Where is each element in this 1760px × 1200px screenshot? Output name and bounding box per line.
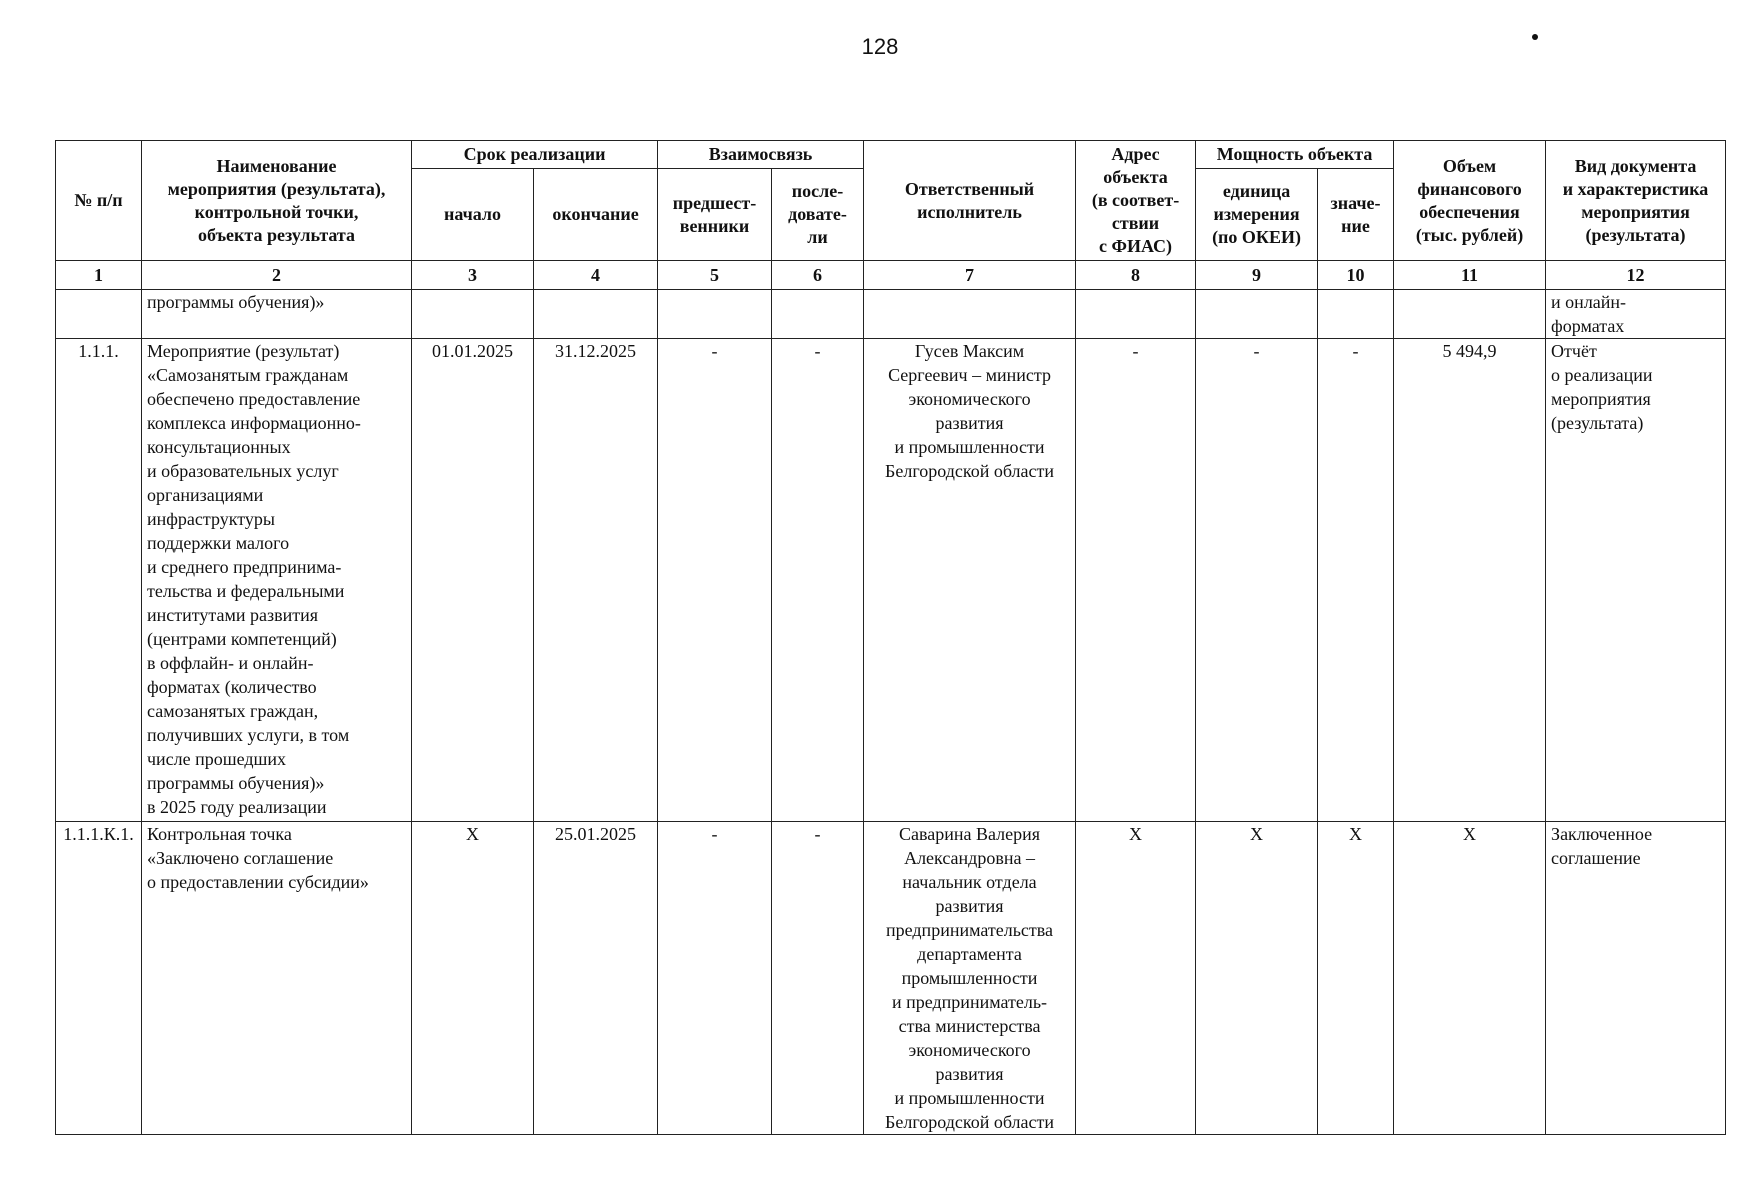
cell-start: X <box>412 822 534 1135</box>
header-value: значе- ние <box>1318 169 1394 261</box>
cell-unit: - <box>1196 339 1318 822</box>
cell-doc: Заключенное соглашение <box>1546 822 1726 1135</box>
header-period: Срок реализации <box>412 141 658 169</box>
cell-value: X <box>1318 822 1394 1135</box>
cell-end: 31.12.2025 <box>534 339 658 822</box>
header-predecessors: предшест- венники <box>658 169 772 261</box>
header-start: начало <box>412 169 534 261</box>
cell-start: 01.01.2025 <box>412 339 534 822</box>
column-number: 11 <box>1394 261 1546 290</box>
table-row <box>56 822 1726 1135</box>
header-relation: Взаимосвязь <box>658 141 864 169</box>
cell-name: Мероприятие (результат) «Самозанятым гражданам обеспечено предоставление комплекса информационно- консультационных и образовательных услуг организациями инфраструктуры поддержки малого и среднего предпринима- тельства и федеральными институтами развития (центрами компетенций) в оффлайн- и онлайн- форматах (количество самозанятых граждан, получивших услуги, в том числе прошедших программы обучения)» в 2025 году реализации <box>142 339 412 822</box>
cell-value <box>1318 290 1394 339</box>
header-doc-type: Вид документа и характеристика мероприятия (результата) <box>1546 141 1726 261</box>
header-funding: Объем финансового обеспечения (тыс. рублей) <box>1394 141 1546 261</box>
cell-num <box>56 290 142 339</box>
cell-name: программы обучения)» <box>142 290 412 339</box>
column-number: 3 <box>412 261 534 290</box>
table-row <box>56 339 1726 822</box>
cell-funding <box>1394 290 1546 339</box>
column-number-row <box>56 261 1726 290</box>
cell-predecessors <box>658 290 772 339</box>
cell-funding: X <box>1394 822 1546 1135</box>
header-row-top <box>56 141 1726 169</box>
column-number: 8 <box>1076 261 1196 290</box>
cell-address: X <box>1076 822 1196 1135</box>
header-end: окончание <box>534 169 658 261</box>
header-name: Наименование мероприятия (результата), контрольной точки, объекта результата <box>142 141 412 261</box>
cell-doc: и онлайн- форматах <box>1546 290 1726 339</box>
cell-doc: Отчёт о реализации мероприятия (результата) <box>1546 339 1726 822</box>
column-number: 2 <box>142 261 412 290</box>
cell-successors <box>772 290 864 339</box>
column-number: 7 <box>864 261 1076 290</box>
cell-end: 25.01.2025 <box>534 822 658 1135</box>
cell-name: Контрольная точка «Заключено соглашение о предоставлении субсидии» <box>142 822 412 1135</box>
cell-predecessors: - <box>658 822 772 1135</box>
cell-start <box>412 290 534 339</box>
cell-predecessors: - <box>658 339 772 822</box>
column-number: 4 <box>534 261 658 290</box>
column-number: 12 <box>1546 261 1726 290</box>
header-capacity: Мощность объекта <box>1196 141 1394 169</box>
cell-address: - <box>1076 339 1196 822</box>
cell-unit <box>1196 290 1318 339</box>
cell-end <box>534 290 658 339</box>
cell-unit: X <box>1196 822 1318 1135</box>
cell-responsible: Саварина Валерия Александровна – начальник отдела развития предпринимательства департамента промышленности и предприниматель- ства министерства экономического развития и промышленности Белгородской области <box>864 822 1076 1135</box>
cell-num: 1.1.1. <box>56 339 142 822</box>
cell-value: - <box>1318 339 1394 822</box>
cell-successors: - <box>772 822 864 1135</box>
cell-address <box>1076 290 1196 339</box>
column-number: 5 <box>658 261 772 290</box>
header-num: № п/п <box>56 141 142 261</box>
column-number: 1 <box>56 261 142 290</box>
header-address: Адрес объекта (в соответ- ствии с ФИАС) <box>1076 141 1196 261</box>
column-number: 9 <box>1196 261 1318 290</box>
column-number: 6 <box>772 261 864 290</box>
continuation-row <box>56 290 1726 339</box>
header-unit: единица измерения (по ОКЕИ) <box>1196 169 1318 261</box>
header-responsible: Ответственный исполнитель <box>864 141 1076 261</box>
cell-funding: 5 494,9 <box>1394 339 1546 822</box>
page-number: 128 <box>861 34 899 59</box>
header-successors: после- довате- ли <box>772 169 864 261</box>
cell-responsible <box>864 290 1076 339</box>
cell-successors: - <box>772 339 864 822</box>
cell-responsible: Гусев Максим Сергеевич – министр экономического развития и промышленности Белгородской области <box>864 339 1076 822</box>
column-number: 10 <box>1318 261 1394 290</box>
scan-dot <box>1532 34 1538 40</box>
plan-table <box>55 140 1726 1135</box>
cell-num: 1.1.1.К.1. <box>56 822 142 1135</box>
